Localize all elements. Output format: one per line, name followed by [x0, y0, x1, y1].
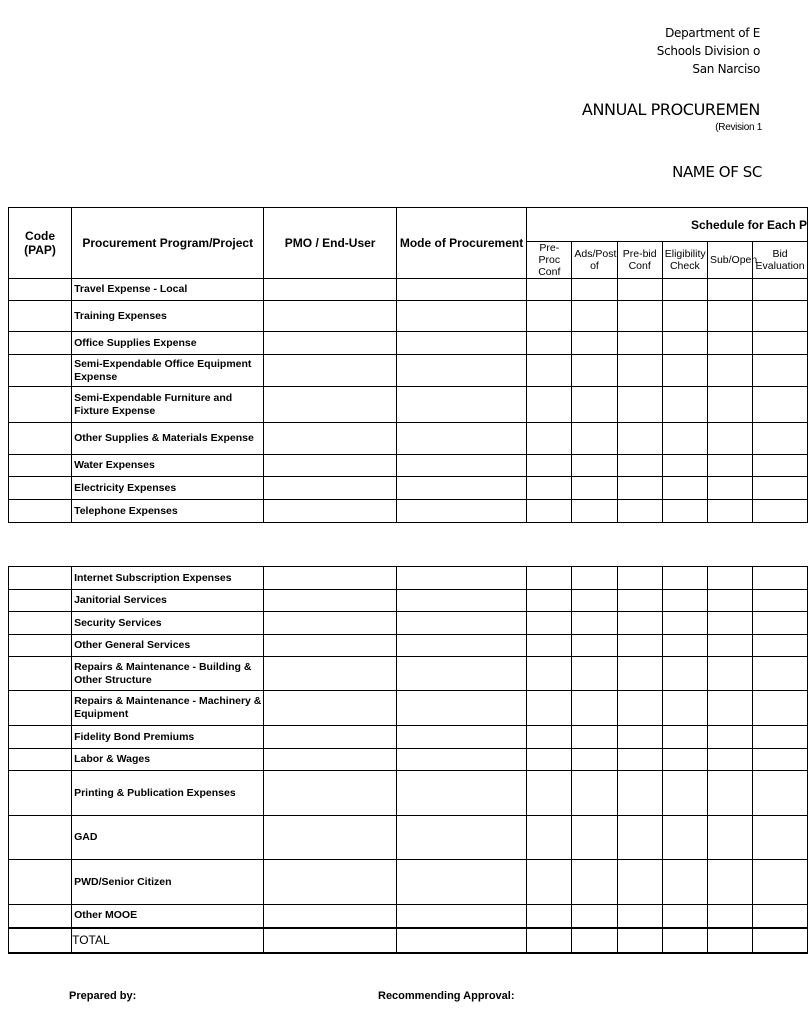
subheader-bid-eval: Bid Evaluation — [753, 242, 808, 279]
program-cell: Printing & Publication Expenses — [72, 771, 264, 816]
program-cell: Telephone Expenses — [72, 500, 264, 523]
table-row — [9, 691, 808, 726]
table-row — [9, 455, 808, 477]
header-mode: Mode of Procurement — [396, 208, 526, 279]
program-cell: Office Supplies Expense — [72, 332, 264, 355]
program-cell: Semi-Expendable Furniture and Fixture Expense — [72, 387, 264, 423]
program-cell: Water Expenses — [72, 455, 264, 477]
table-row — [9, 423, 808, 455]
table-row — [9, 816, 808, 860]
program-cell: Other Supplies & Materials Expense — [72, 423, 264, 455]
header-row — [9, 208, 808, 242]
subheader-pre-proc: Pre-Proc Conf — [527, 242, 572, 279]
table-row — [9, 905, 808, 928]
table-row — [9, 657, 808, 691]
header-code: Code (PAP) — [9, 208, 72, 279]
program-cell: Janitorial Services — [72, 590, 264, 612]
table-row — [9, 477, 808, 500]
subheader-pre-bid: Pre-bid Conf — [617, 242, 662, 279]
program-cell: Travel Expense - Local — [72, 279, 264, 301]
document-title: ANNUAL PROCUREMEN — [581, 100, 760, 119]
table-row — [9, 355, 808, 387]
total-label: TOTAL — [72, 928, 264, 953]
table-row — [9, 279, 808, 301]
table-row — [9, 612, 808, 635]
program-cell: Labor & Wages — [72, 749, 264, 771]
header-pmo: PMO / End-User — [264, 208, 396, 279]
table-row — [9, 301, 808, 332]
table-row — [9, 726, 808, 749]
table-row — [9, 635, 808, 657]
table-row — [9, 590, 808, 612]
table-row — [9, 332, 808, 355]
recommending-approval-label: Recommending Approval: — [378, 990, 515, 1002]
table-row — [9, 860, 808, 905]
table-row — [9, 387, 808, 423]
department-name: Department of E — [665, 26, 760, 40]
program-cell: Training Expenses — [72, 301, 264, 332]
table-row — [9, 749, 808, 771]
program-cell: Other General Services — [72, 635, 264, 657]
subheader-eligibility: Eligibility Check — [662, 242, 707, 279]
school-name-label: NAME OF SC — [672, 163, 762, 181]
program-cell: GAD — [72, 816, 264, 860]
program-cell: Repairs & Maintenance - Machinery & Equipment — [72, 691, 264, 726]
program-cell: Semi-Expendable Office Equipment Expense — [72, 355, 264, 387]
table-row — [9, 500, 808, 523]
program-cell: Repairs & Maintenance - Building & Other Structure — [72, 657, 264, 691]
total-row — [9, 928, 808, 953]
header-program: Procurement Program/Project — [72, 208, 264, 279]
header-schedule: Schedule for Each P — [527, 208, 808, 242]
program-cell: PWD/Senior Citizen — [72, 860, 264, 905]
program-cell: Internet Subscription Expenses — [72, 567, 264, 590]
subheader-ads-post: Ads/Post of — [572, 242, 617, 279]
procurement-table-section-2 — [8, 566, 808, 954]
division-name: Schools Division o — [656, 44, 760, 58]
program-cell: Other MOOE — [72, 905, 264, 928]
subheader-sub-open: Sub/Open — [707, 242, 752, 279]
revision-note: (Revision 1 — [715, 122, 762, 133]
table-row — [9, 567, 808, 590]
program-cell: Fidelity Bond Premiums — [72, 726, 264, 749]
program-cell: Security Services — [72, 612, 264, 635]
municipality: San Narciso — [692, 62, 760, 76]
table-row — [9, 771, 808, 816]
program-cell: Electricity Expenses — [72, 477, 264, 500]
procurement-table-section-1 — [8, 207, 808, 523]
prepared-by-label: Prepared by: — [69, 990, 137, 1002]
